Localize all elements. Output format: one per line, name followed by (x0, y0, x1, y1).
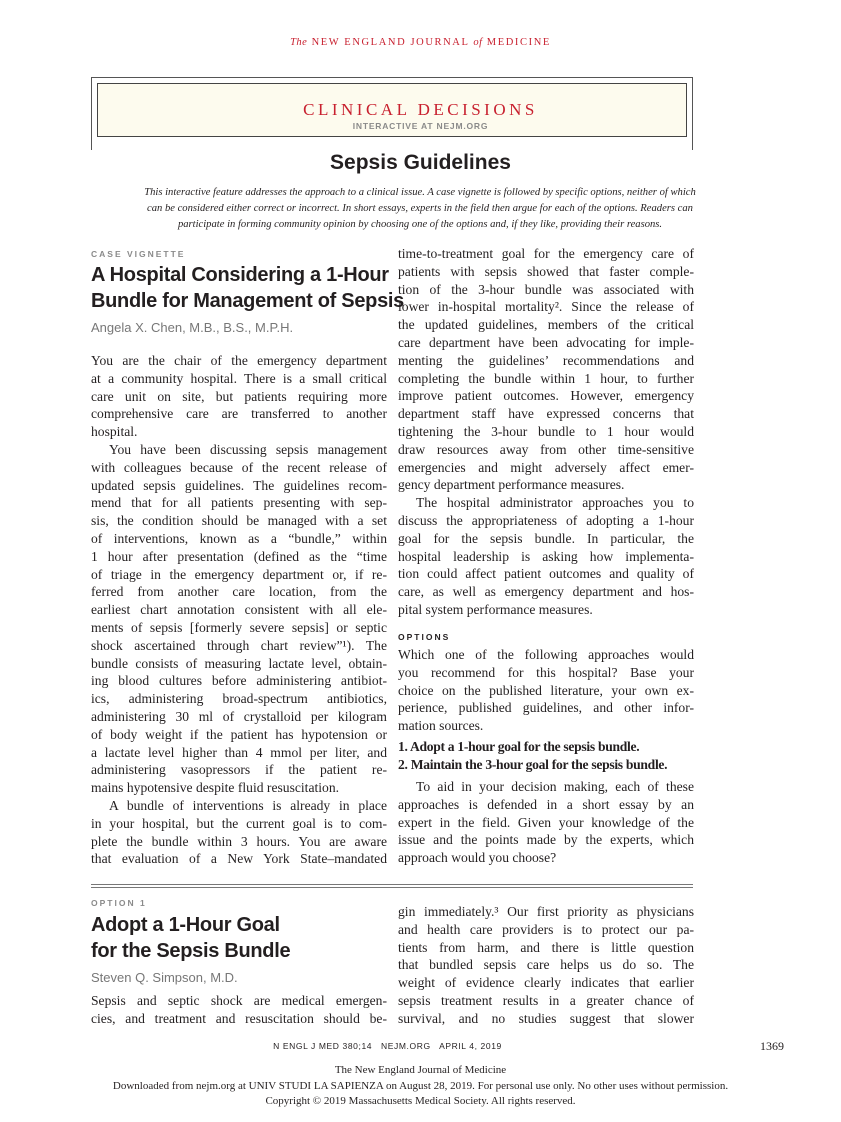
text-line: and health care providers is to protect our pa- (398, 921, 694, 937)
text-line: Copyright © 2019 Massachusetts Medical Society. All rights reserved. (265, 1095, 576, 1107)
case-author: Angela X. Chen, M.B., B.S., M.P.H. (91, 320, 294, 335)
text-line: discuss the appropriateness of adopting a 1-hour (398, 512, 694, 528)
case-kicker: CASE VIGNETTE (91, 249, 186, 259)
journal-name-2: MEDICINE (486, 37, 551, 48)
text-line: Which one of the following approaches would (398, 647, 694, 662)
text-line: tightening the 3-hour bundle to 1 hour would (398, 423, 694, 439)
text-line: This interactive feature addresses the approach to a clinical issue. A case vignette is followed by specific options, neither of which (144, 187, 696, 198)
text-line: of triage in the emergency department or, if re- (91, 566, 387, 582)
text-line: ics, administering broad-spectrum antibiotics, (91, 691, 387, 707)
text-line: survival, and no studies suggest that slower (398, 1010, 694, 1026)
text-line: cies, and treatment and resuscitation should be- (91, 1010, 387, 1026)
page-number: 1369 (760, 1039, 784, 1053)
journal-of: of (473, 37, 483, 48)
text-line: gin immediately.³ Our first priority as physicians (398, 904, 694, 919)
text-line: approaches is defended in a short essay by an (398, 796, 694, 812)
text-line: tion of the 3-hour bundle was associated with (398, 281, 694, 297)
text-line: Downloaded from nejm.org at UNIV STUDI LA SAPIENZA on August 28, 2019. For personal use only. No other uses without permission. (112, 1079, 729, 1092)
case-headline (91, 262, 404, 314)
journal-the: The (290, 37, 308, 48)
text-line: earliest chart annotation consistent with all ele- (91, 602, 387, 618)
option-item-1[interactable]: 1. Adopt a 1-hour goal for the sepsis bundle. (398, 739, 640, 754)
text-line: updated sepsis guidelines. The guidelines recom- (91, 477, 387, 493)
text-line: completing the bundle within 1 hour, to further (398, 370, 694, 386)
text-line: lower in-hospital mortality². Since the release of (398, 299, 694, 315)
option1-right-column (398, 903, 694, 1028)
option1-kicker: OPTION 1 (91, 898, 147, 908)
text-line: at a community hospital. There is a small critical (91, 370, 387, 386)
text-line: pital system performance measures. (398, 601, 593, 617)
text-line: that bundled sepsis care helps us do so. The (398, 957, 694, 973)
text-line: goal for the sepsis bundle. In particular, the (398, 530, 694, 546)
text-line: tion could affect patient outcomes and quality of (398, 566, 694, 582)
interactive-link[interactable]: INTERACTIVE AT NEJM.ORG (352, 121, 489, 131)
text-line: can be considered either correct or incorrect. In short essays, experts in the field then argue for each of the options. Readers can (147, 203, 693, 214)
text-line: perience, published guidelines, and other infor- (398, 700, 694, 716)
text-line: plete the bundle within 3 hours. You are aware (91, 833, 387, 849)
footer-citation: N ENGL J MED 380;14 NEJM.ORG APRIL 4, 2019 (273, 1041, 502, 1051)
text-line: ing blood cultures before administering antibiot- (91, 673, 387, 689)
text-line: tients from harm, and there is little question (398, 939, 694, 955)
text-line: of body weight if the patient has hypotension or (91, 726, 387, 742)
headline-line: Adopt a 1-Hour Goal (91, 914, 280, 936)
text-line: the updated guidelines, members of the critical (398, 317, 694, 333)
journal-header (0, 37, 841, 48)
text-line: mation sources. (398, 718, 484, 734)
journal-name: NEW ENGLAND JOURNAL (311, 37, 470, 48)
text-line: The hospital administrator approaches you to (416, 495, 694, 511)
text-line: ferred from another care location, from the (91, 584, 387, 600)
text-line: comprehensive care are transferred to another (91, 406, 387, 422)
text-line: department staff have expressed concerns that (398, 406, 694, 422)
text-line: that evaluation of a New York State–mandated (91, 851, 387, 867)
options-question (398, 646, 694, 735)
text-line: expert in the field. Given your knowledge of the (398, 814, 694, 830)
text-line: time-to-treatment goal for the emergency care of (398, 246, 694, 261)
headline-line: Bundle for Management of Sepsis (91, 290, 404, 312)
section-label: CLINICAL DECISIONS (303, 100, 538, 119)
case-left-column (91, 352, 387, 868)
text-line: in your hospital, but the current goal is to com- (91, 815, 387, 831)
intro-text (95, 185, 745, 233)
text-line: weight of evidence clearly indicates that earlier (398, 975, 694, 991)
text-line: menting the guidelines’ recommendations and (398, 352, 694, 368)
section-divider (91, 884, 693, 888)
option1-headline (91, 912, 290, 964)
text-line: shock ascertained through chart review”¹). The (91, 637, 387, 653)
text-line: administering vasopressors if the patient re- (91, 762, 387, 778)
text-line: mains hypotensive despite fluid resuscitation. (91, 780, 340, 796)
text-line: 1 hour after presentation (defined as the “time (91, 548, 387, 564)
case-right-column (398, 245, 694, 619)
text-line: mend that for all patients presenting with sep- (91, 495, 387, 511)
option1-author: Steven Q. Simpson, M.D. (91, 970, 238, 985)
text-line: hospital leadership is asking how implementa- (398, 548, 694, 564)
text-line: of interventions, known as a “bundle,” within (91, 530, 387, 546)
option-item-2[interactable]: 2. Maintain the 3-hour goal for the sepsis bundle. (398, 756, 668, 772)
option1-left-column (91, 992, 387, 1028)
text-line: issue and the points made by the experts, which (398, 832, 694, 848)
text-line: participate in forming community opinion by choosing one of the options and, if they like, providing their reasons. (177, 219, 663, 230)
headline-line: for the Sepsis Bundle (91, 940, 291, 962)
text-line: choice on the published literature, your own ex- (398, 682, 694, 698)
options-list (398, 738, 694, 774)
text-line: You have been discussing sepsis management (109, 441, 387, 457)
text-line: You are the chair of the emergency department (91, 353, 387, 368)
text-line: approach would you choose? (398, 850, 557, 866)
text-line: To aid in your decision making, each of these (416, 779, 694, 794)
text-line: care, as well as emergency department and hos- (398, 584, 694, 600)
text-line: emergencies and might adversely affect emer- (398, 459, 694, 475)
text-line: sepsis treatment results in a greater chance of (398, 992, 694, 1008)
text-line: A bundle of interventions is already in place (109, 797, 387, 813)
page-title: Sepsis Guidelines (330, 151, 511, 174)
text-line: care unit on site, but patients requiring more (91, 388, 387, 404)
download-notice (0, 1063, 841, 1110)
text-line: gency department performance measures. (398, 477, 625, 493)
text-line: you recommend for this hospital? Base your (398, 664, 694, 680)
text-line: administering 30 ml of crystalloid per kilogram (91, 708, 387, 724)
text-line: draw resources away from other time-sensitive (398, 441, 694, 457)
text-line: patients with sepsis showed that faster comple- (398, 263, 694, 279)
text-line: care department have been advocating for imple- (398, 334, 694, 350)
headline-line: A Hospital Considering a 1-Hour (91, 264, 389, 286)
text-line: sis, the condition should be managed with a set (91, 513, 387, 529)
text-line: ments of sepsis [formerly severe sepsis] or septic (91, 619, 387, 635)
text-line: The New England Journal of Medicine (334, 1064, 507, 1076)
text-line: hospital. (91, 424, 138, 440)
options-kicker: OPTIONS (398, 632, 451, 642)
text-line: improve patient outcomes. However, emergency (398, 388, 694, 404)
text-line: Sepsis and septic shock are medical emergen- (91, 993, 387, 1008)
options-closing (398, 778, 694, 867)
text-line: with colleagues because of the recent release of (91, 459, 387, 475)
text-line: bundle consists of measuring lactate level, obtain- (91, 655, 387, 671)
text-line: a lactate level higher than 4 mmol per liter, and (91, 744, 387, 760)
